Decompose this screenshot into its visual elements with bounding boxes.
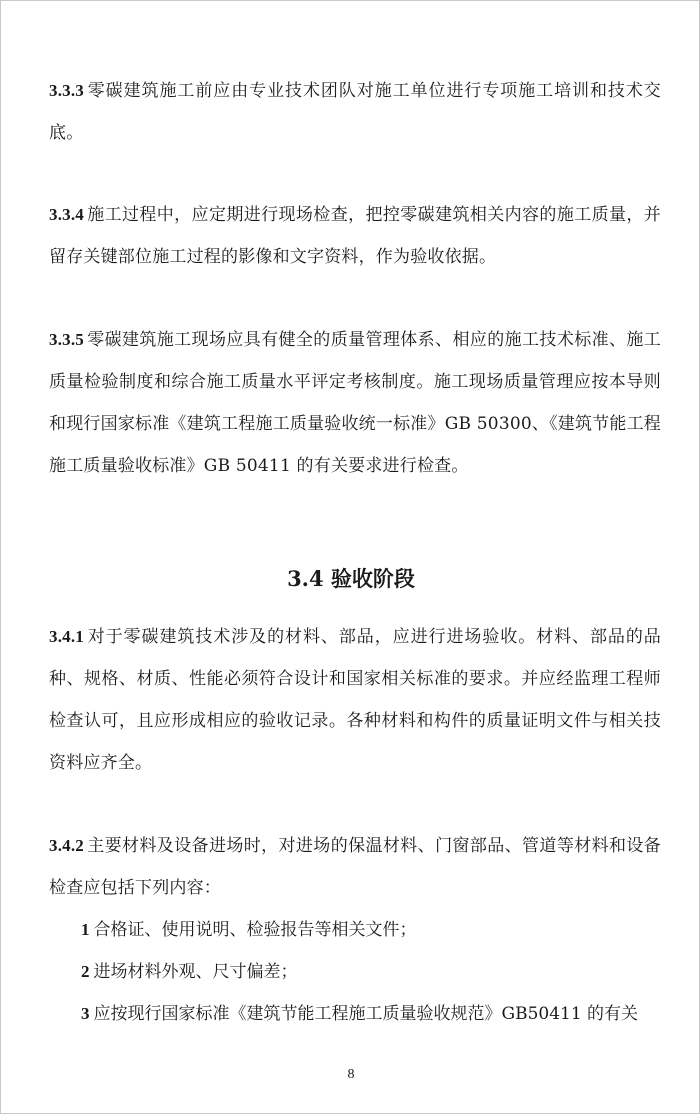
clause-number: 3.3.3: [49, 81, 84, 100]
clause-text: 零碳建筑施工前应由专业技术团队对施工单位进行专项施工培训和技术交底。: [49, 81, 661, 143]
clause-text: 施工过程中，应定期进行现场检查，把控零碳建筑相关内容的施工质量，并留存关键部位施工过程的影像和文字资料，作为验收依据。: [49, 205, 661, 267]
page-number: 8: [347, 1067, 355, 1082]
list-item: [81, 993, 661, 1035]
list-item-number: 3: [81, 1004, 90, 1023]
clause-3-4-2: [49, 825, 661, 909]
clause-text: 零碳建筑施工现场应具有健全的质量管理体系、相应的施工技术标准、施工质量检验制度和综合施工质量水平评定考核制度。施工现场质量管理应按本导则和现行国家标准《建筑工程施工质量验收统一标准》GB 50300、《建筑节能工程施工质量验收标准》GB 50411 的有关要求进行检查。: [49, 330, 661, 476]
clause-3-3-5: [49, 319, 661, 487]
list-item: [81, 909, 661, 951]
clause-number: 3.4.2: [49, 836, 84, 855]
clause-3-3-4: [49, 194, 661, 278]
clause-number: 3.3.5: [49, 330, 84, 349]
list-item-text: 进场材料外观、尺寸偏差；: [93, 962, 298, 982]
list-item-number: 1: [81, 920, 90, 939]
list-item-number: 2: [81, 962, 90, 981]
list-item-text: 合格证、使用说明、检验报告等相关文件；: [93, 920, 417, 940]
clause-3-3-3: [49, 70, 661, 154]
list-item-text: 应按现行国家标准《建筑节能工程施工质量验收规范》GB50411 的有关: [93, 1004, 639, 1024]
clause-text: 对于零碳建筑技术涉及的材料、部品，应进行进场验收。材料、部品的品种、规格、材质、性能必须符合设计和国家相关标准的要求。并应经监理工程师检查认可，且应形成相应的验收记录。各种材料和构件的质量证明文件与相关技资料应齐全。: [49, 627, 661, 773]
clause-3-4-1: [49, 616, 661, 784]
clause-number: 3.3.4: [49, 205, 84, 224]
section-heading: 3.4 验收阶段: [287, 566, 415, 591]
clause-text: 主要材料及设备进场时，对进场的保温材料、门窗部品、管道等材料和设备检查应包括下列内容：: [49, 836, 661, 898]
clause-number: 3.4.1: [49, 627, 84, 646]
list-item: [81, 951, 661, 993]
